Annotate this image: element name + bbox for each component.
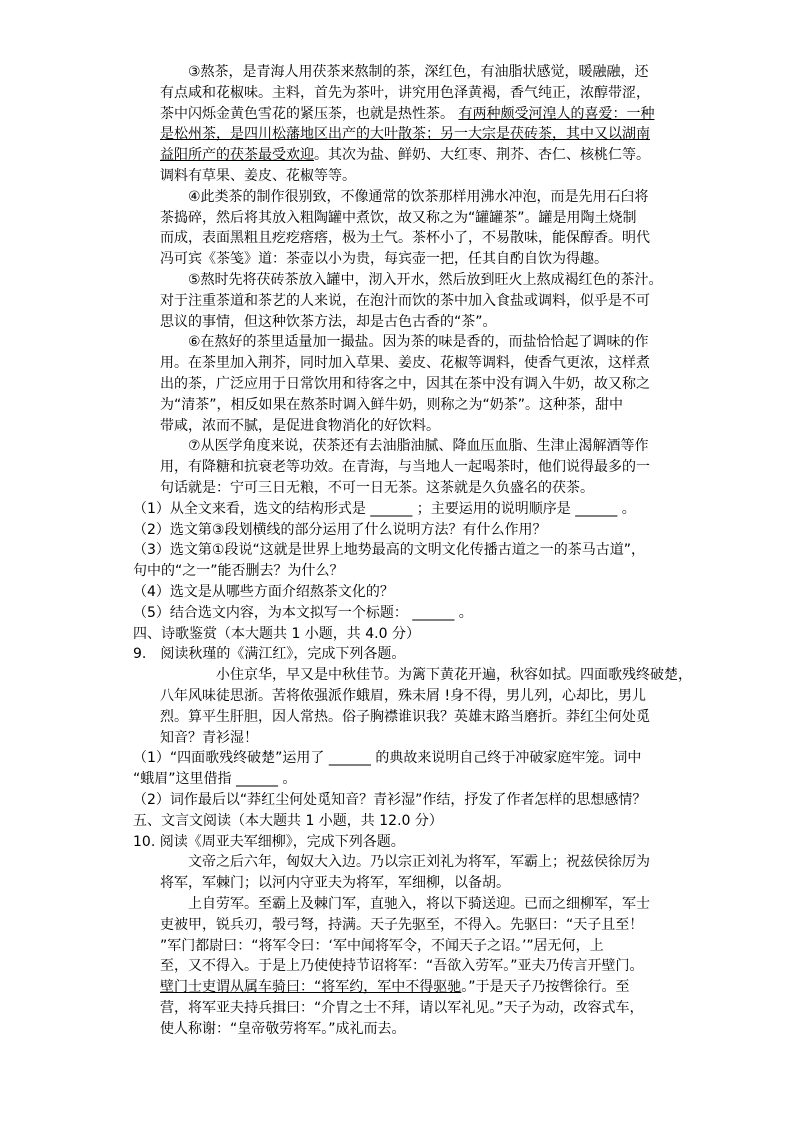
text-line [160,977,630,997]
text-line [160,416,440,436]
text-segment: 小住京华，早又是中秋佳节。为篱下黄花开遍，秋容如拭。四面歌残终破楚， [216,667,692,684]
text-segment: 带咸，浓而不腻，是促进食物消化的好饮料。 [160,417,440,434]
text-line [188,852,650,872]
text-segment: 对于注重茶道和茶艺的人来说，在泡汁而饮的茶中加入食盐或调料，似乎是不可 [160,292,650,309]
text-segment: 。”于是天子乃按辔徐行。至 [461,979,630,996]
text-line [133,811,443,831]
text-line [160,374,650,394]
text-line [160,104,654,124]
text-line [133,499,636,519]
text-line [188,332,649,352]
text-segment: ③熬茶，是青海人用茯茶来熬制的茶，深红色，有油脂状感觉，暖融融，还 [188,64,649,80]
text-line [188,270,663,290]
text-segment: 用。在茶里加入荆芥，同时加入草果、姜皮、花椒等调料，使香气更浓，这样煮 [160,355,650,372]
text-segment: 将军，军棘门；以河内守亚夫为将军，军细柳，以备胡。 [160,875,510,892]
text-segment: ⑥在熬好的茶里适量加一撮盐。因为茶的味是香的，而盐恰恰起了调味的作 [188,334,649,351]
text-segment: （1）“四面歌残终破楚”运用了 [133,750,329,767]
text-line [160,249,608,269]
text-line [160,457,650,477]
text-segment: 烈。算平生肝胆，因人常热。俗子胸襟谁识我？英雄末路当磨折。莽红尘何处觅 [160,708,650,725]
text-segment: 用，有降糖和抗衰老等功效。在青海，与当地人一起喝茶时，他们说得最多的一 [160,459,650,476]
text-segment: 八年风味徒思浙。苦将侬强派作蛾眉，殊未屑 !身不得，男儿列，心却比，男儿 [160,688,647,704]
answer-blank[interactable]: ______ [575,500,618,517]
text-segment: 知音？青衫湿！ [160,729,258,746]
text-line [133,582,394,602]
answer-blank[interactable]: ______ [235,771,278,788]
text-segment: 有点咸和花椒味。主料，首先为茶叶，讲究用色泽黄褐，香气纯正，浓醇带涩， [160,84,650,101]
text-line [160,208,637,228]
text-line [160,291,650,311]
underlined-text: 有两种颇受河湟人的喜爱：一种 [458,105,655,122]
text-line [133,790,646,810]
text-line [160,686,646,706]
text-line [160,956,644,976]
text-segment: 茶捣碎，然后将其放入粗陶罐中煮饮，故又称之为“罐罐茶”。罐是用陶土烧制 [160,209,637,226]
text-segment: （3）选文第①段说“这就是世界上地势最高的文明文化传播古道之一的茶马古道”， [133,542,645,559]
text-segment: 使人称谢：“皇帝敬劳将军。”成礼而去。 [160,1020,406,1037]
text-line [160,1019,406,1039]
text-line [160,124,650,144]
text-line [160,83,650,103]
text-line [188,436,649,456]
text-segment: 10. 阅读《周亚夫军细柳》，完成下列各题。 [133,833,405,850]
text-segment: ⑦从医学角度来说，茯茶还有去油脂油腻、降血压血脂、生津止渴解酒等作 [188,438,649,455]
text-segment: 文帝之后六年，匈奴大入边。乃以宗正刘礼为将军，军霸上；祝兹侯徐厉为 [188,854,650,871]
text-segment: ⑤熬时先将茯砖茶放入罐中，沏入开水，然后放到旺火上熬成褐红色的茶汁。 [188,272,663,288]
text-line [160,998,644,1018]
text-segment: （2）选文第③段划横线的部分运用了什么说明方法？有什么作用？ [133,521,547,538]
text-line [216,665,692,685]
text-line [133,624,420,644]
text-line [160,936,604,956]
text-line [160,728,258,748]
text-segment: 四、诗歌鉴赏（本大题共 1 小题，共 4.0 分） [133,625,420,642]
text-segment: 。 [617,500,636,517]
text-line [188,894,650,914]
text-segment: 营，将军亚夫持兵揖曰：“介胄之士不拜，请以军礼见。”天子为动，改容式车， [160,1000,644,1016]
text-segment: 句话就是：宁可三日无粮，不可一日无茶。这茶就是久负盛名的茯茶。 [160,480,594,496]
text-line [160,145,650,165]
text-line [133,540,645,560]
answer-blank[interactable]: ______ [370,500,413,517]
text-line [133,603,473,623]
text-line [160,312,497,332]
text-line [133,832,405,852]
text-line [133,769,296,789]
text-line [188,62,649,82]
text-segment: 而成，表面黑粗且疙疙瘩瘩，极为土气。茶杯小了，不易散味，能保醇香。明代 [160,230,650,247]
text-line [133,748,641,768]
text-segment: ④此类茶的制作很别致，不像通常的饮茶那样用沸水冲泡，而是先用石臼将 [188,188,649,205]
text-segment: 。 [454,604,473,621]
text-segment: ；主要运用的说明顺序是 [412,500,576,517]
text-segment: 茶中闪烁金黄色雪花的紧压茶，也就是热性茶。 [160,105,459,122]
text-line [160,395,623,415]
answer-blank[interactable]: ______ [328,750,371,767]
text-line [160,707,650,727]
text-line [160,478,594,498]
text-line [188,187,649,207]
text-segment: （5）结合选文内容，为本文拟写一个标题： [133,604,413,621]
text-line [160,915,643,935]
text-segment: 五、文言文阅读（本大题共 1 小题，共 12.0 分） [133,812,443,829]
text-segment: 。 [277,771,297,788]
underlined-text: 壁门士吏谓从属车骑曰：“将军约，军中不得驱驰 [160,979,462,996]
text-line [133,520,546,540]
text-line [160,873,510,893]
text-line [160,228,650,248]
text-segment: ”军门都尉曰：“将军令曰：‘军中闻将军令，不闻天子之诏。’”居无何，上 [160,937,604,954]
text-segment: 上自劳军。至霸上及棘门军，直驰入，将以下骑送迎。已而之细柳军，军士 [188,896,650,912]
text-segment: 出的茶，广泛应用于日常饮用和待客之中，因其在茶中没有调入牛奶，故又称之 [160,376,650,392]
text-segment: 吏被甲，锐兵刃，彀弓弩，持满。天子先驱至，不得入。先驱曰：“天子且至！ [160,916,644,933]
text-segment: 冯可宾《茶笺》道：茶壶以小为贵，每宾壶一把，任其自酌自饮为得趣。 [160,251,608,268]
text-segment: 。其次为盐、鲜奶、大红枣、荆芥、杏仁、核桃仁等。 [314,147,650,164]
text-segment: 为“清茶”，相反如果在熬茶时调入鲜牛奶，则称之为“奶茶”。这种茶，甜中 [160,396,624,413]
text-segment: 至，又不得入。于是上乃使使持节诏将军：“吾欲入劳军。”亚夫乃传言开壁门。 [160,958,644,975]
text-segment: 句中的“之一”能否删去？为什么？ [133,563,344,580]
text-segment: “蛾眉”这里借指 [133,771,236,788]
text-segment: 9. 阅读秋瑾的《满江红》，完成下列各题。 [133,646,406,663]
text-line [160,353,650,373]
underlined-text: 是松州茶，是四川松藩地区出产的大叶散茶；另一大宗是茯砖茶，其中又以湖南 [160,126,650,143]
text-line [160,166,356,186]
text-line [133,644,405,664]
text-segment: 思议的事情，但这种饮茶方法，却是古色古香的“茶”。 [160,313,497,330]
text-segment: （4）选文是从哪些方面介绍熬茶文化的？ [133,584,394,600]
text-segment: （1）从全文来看，选文的结构形式是 [133,500,371,517]
text-segment: 的典故来说明自己终于冲破家庭牢笼。词中 [370,750,642,767]
text-segment: （2）词作最后以“莽红尘何处觅知音？青衫湿”作结，抒发了作者怎样的思想感情？ [133,792,647,808]
text-segment: 调料有草果、姜皮、花椒等等。 [160,168,356,184]
answer-blank[interactable]: ______ [412,604,455,621]
underlined-text: 益阳所产的茯茶最受欢迎 [160,147,314,164]
text-line [133,561,344,581]
